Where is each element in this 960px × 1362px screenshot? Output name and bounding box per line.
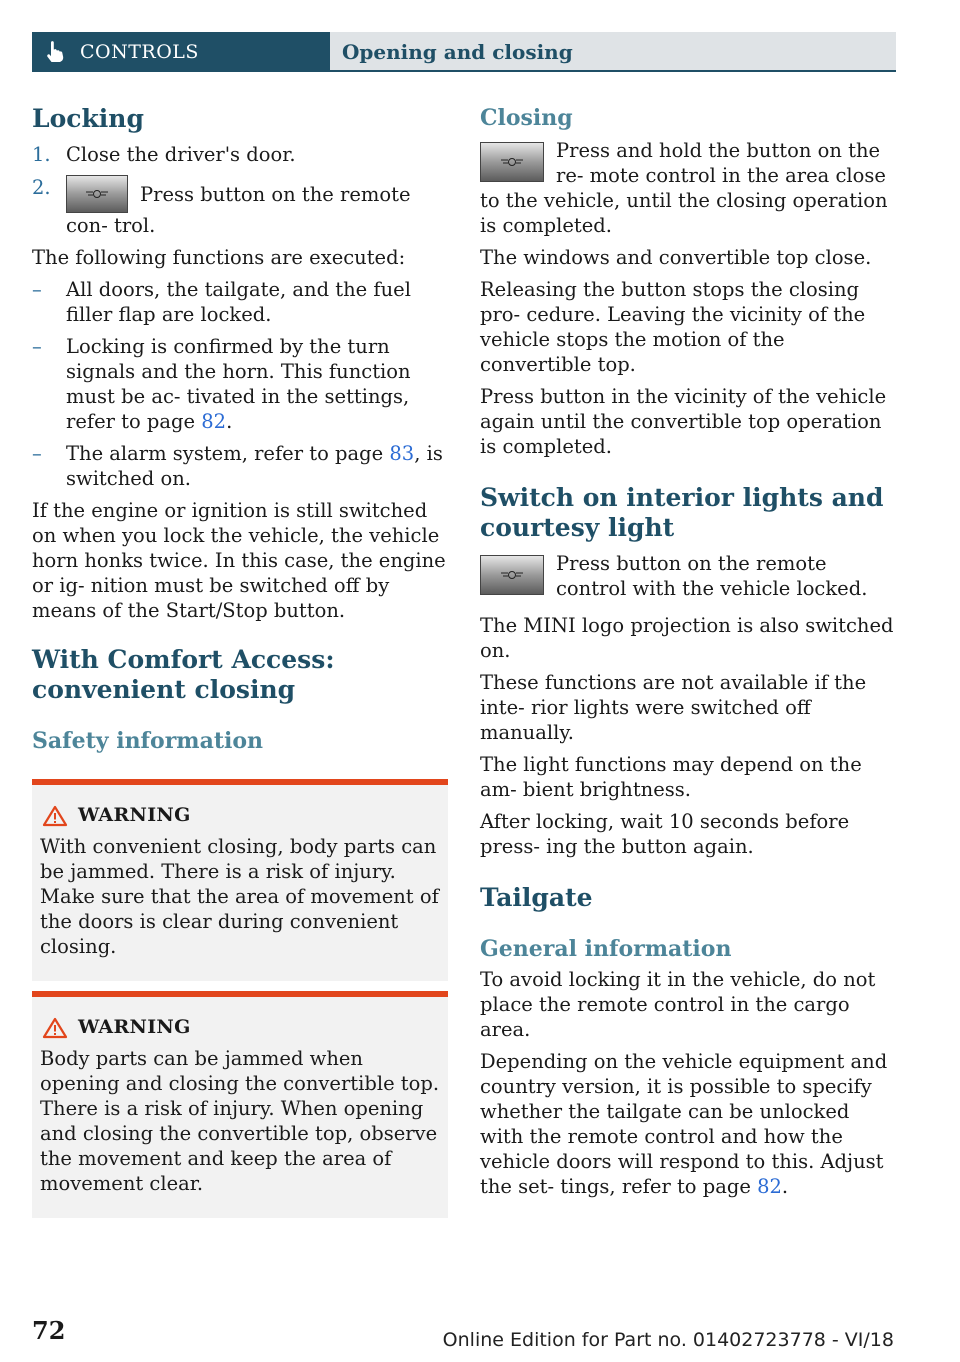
tailgate-text: To avoid locking it in the vehicle, do not place the remote control in the cargo area. [480, 968, 876, 1041]
page-header [32, 32, 896, 72]
warning-label: WARNING [78, 804, 191, 826]
heading-interior-lights: Switch on interior lights and courtesy light [480, 483, 884, 542]
interior-text: The MINI logo projection is also switched on. [480, 614, 894, 662]
page-link-83[interactable]: 83 [389, 442, 415, 465]
bullet-text: Locking is confirmed by the turn signals and the horn. This function must be ac- tivated in the settings, refer to page [66, 335, 411, 433]
section-header [330, 32, 896, 72]
step-number: 1. [32, 143, 51, 166]
header-rule [330, 70, 896, 72]
functions-intro: The following functions are executed: [32, 246, 406, 269]
step-text: Close the driver's door. [66, 143, 296, 166]
warning-title [42, 803, 440, 828]
warning-triangle-icon [42, 805, 68, 827]
warning-box [32, 779, 448, 981]
bullet: – [32, 278, 42, 301]
pointing-hand-icon [42, 40, 66, 64]
closing-text: Releasing the button stops the closing pro- cedure. Leaving the vicinity of the vehicle stops the motion of the convertible top. [480, 278, 866, 376]
remote-lock-button-icon [66, 175, 128, 213]
warning-title [42, 1015, 440, 1040]
list-item [32, 142, 448, 167]
right-column [480, 104, 896, 1199]
heading-general-information: General information [480, 936, 732, 962]
tailgate-text [480, 1049, 896, 1199]
heading-safety-information: Safety information [32, 728, 264, 754]
chapter-tab [32, 32, 330, 72]
edition-note: Online Edition for Part no. 01402723778 - VI/18 [442, 1329, 894, 1351]
step-number: 2. [32, 176, 51, 199]
warning-label: WARNING [78, 1016, 191, 1038]
page-link-82[interactable]: 82 [201, 410, 227, 433]
period: . [781, 1175, 789, 1198]
step-text: Press button on the remote con- trol. [66, 183, 411, 237]
bullet: – [32, 442, 42, 465]
bullet-text: , is switched on. [66, 442, 443, 490]
warning-text: With convenient closing, body parts can be jammed. There is a risk of injury. Make sure that the area of movement of the doors is clear during convenient closing. [40, 835, 439, 958]
heading-tailgate: Tailgate [480, 883, 593, 912]
tailgate-text-body: Depending on the vehicle equipment and country version, it is possible to specify whether the tailgate can be unlocked with the remote control and how the vehicle doors will respond to this. Adjust the set- tings, refer to page [480, 1050, 888, 1198]
page-link-82[interactable]: 82 [757, 1175, 782, 1198]
remote-lock-button-icon [480, 142, 544, 182]
bullet-text: All doors, the tailgate, and the fuel filler flap are locked. [66, 278, 411, 326]
interior-text: After locking, wait 10 seconds before press- ing the button again. [480, 810, 850, 858]
list-item [32, 175, 448, 238]
closing-block [480, 138, 896, 238]
section-title: Opening and closing [342, 40, 573, 64]
heading-comfort-access: With Comfort Access: convenient closing [32, 645, 335, 704]
engine-note: If the engine or ignition is still switched on when you lock the vehicle, the vehicle horn honks twice. In this case, the engine or ig- nition must be switched off by means of the Start/Stop button. [32, 499, 446, 622]
interior-text: The light functions may depend on the am- bient brightness. [480, 753, 862, 801]
warning-box [32, 991, 448, 1218]
bullet: – [32, 335, 42, 358]
interior-text: These functions are not available if the inte- rior lights were switched off manually. [480, 671, 867, 744]
bullet-text: The alarm system, refer to page [66, 442, 384, 465]
interior-block [480, 551, 896, 601]
warning-text: Body parts can be jammed when opening and closing the convertible top. There is a risk of injury. When opening and closing the convertible top, observe the movement and keep the area of movement clear. [40, 1047, 440, 1195]
list-item [32, 441, 448, 491]
heading-locking: Locking [32, 104, 144, 133]
list-item [32, 277, 448, 327]
interior-text: Press button on the remote control with the vehicle locked. [556, 552, 868, 600]
left-column [32, 104, 448, 1218]
page-number: 72 [32, 1316, 66, 1345]
remote-unlock-button-icon [480, 555, 544, 595]
closing-text: The windows and convertible top close. [480, 246, 872, 269]
warning-triangle-icon [42, 1017, 68, 1039]
heading-closing: Closing [480, 105, 573, 131]
list-item: – Locking is confirmed by the turn signals and the horn. This function must be ac- tivated in the settings, refer to page 82. [32, 335, 411, 433]
closing-text: Press and hold the button on the re- mote control in the area close to the vehicle, until the closing operation is completed. [480, 139, 888, 237]
closing-text: Press button in the vicinity of the vehicle again until the convertible top operation is completed. [480, 385, 887, 458]
chapter-label: CONTROLS [80, 41, 199, 63]
